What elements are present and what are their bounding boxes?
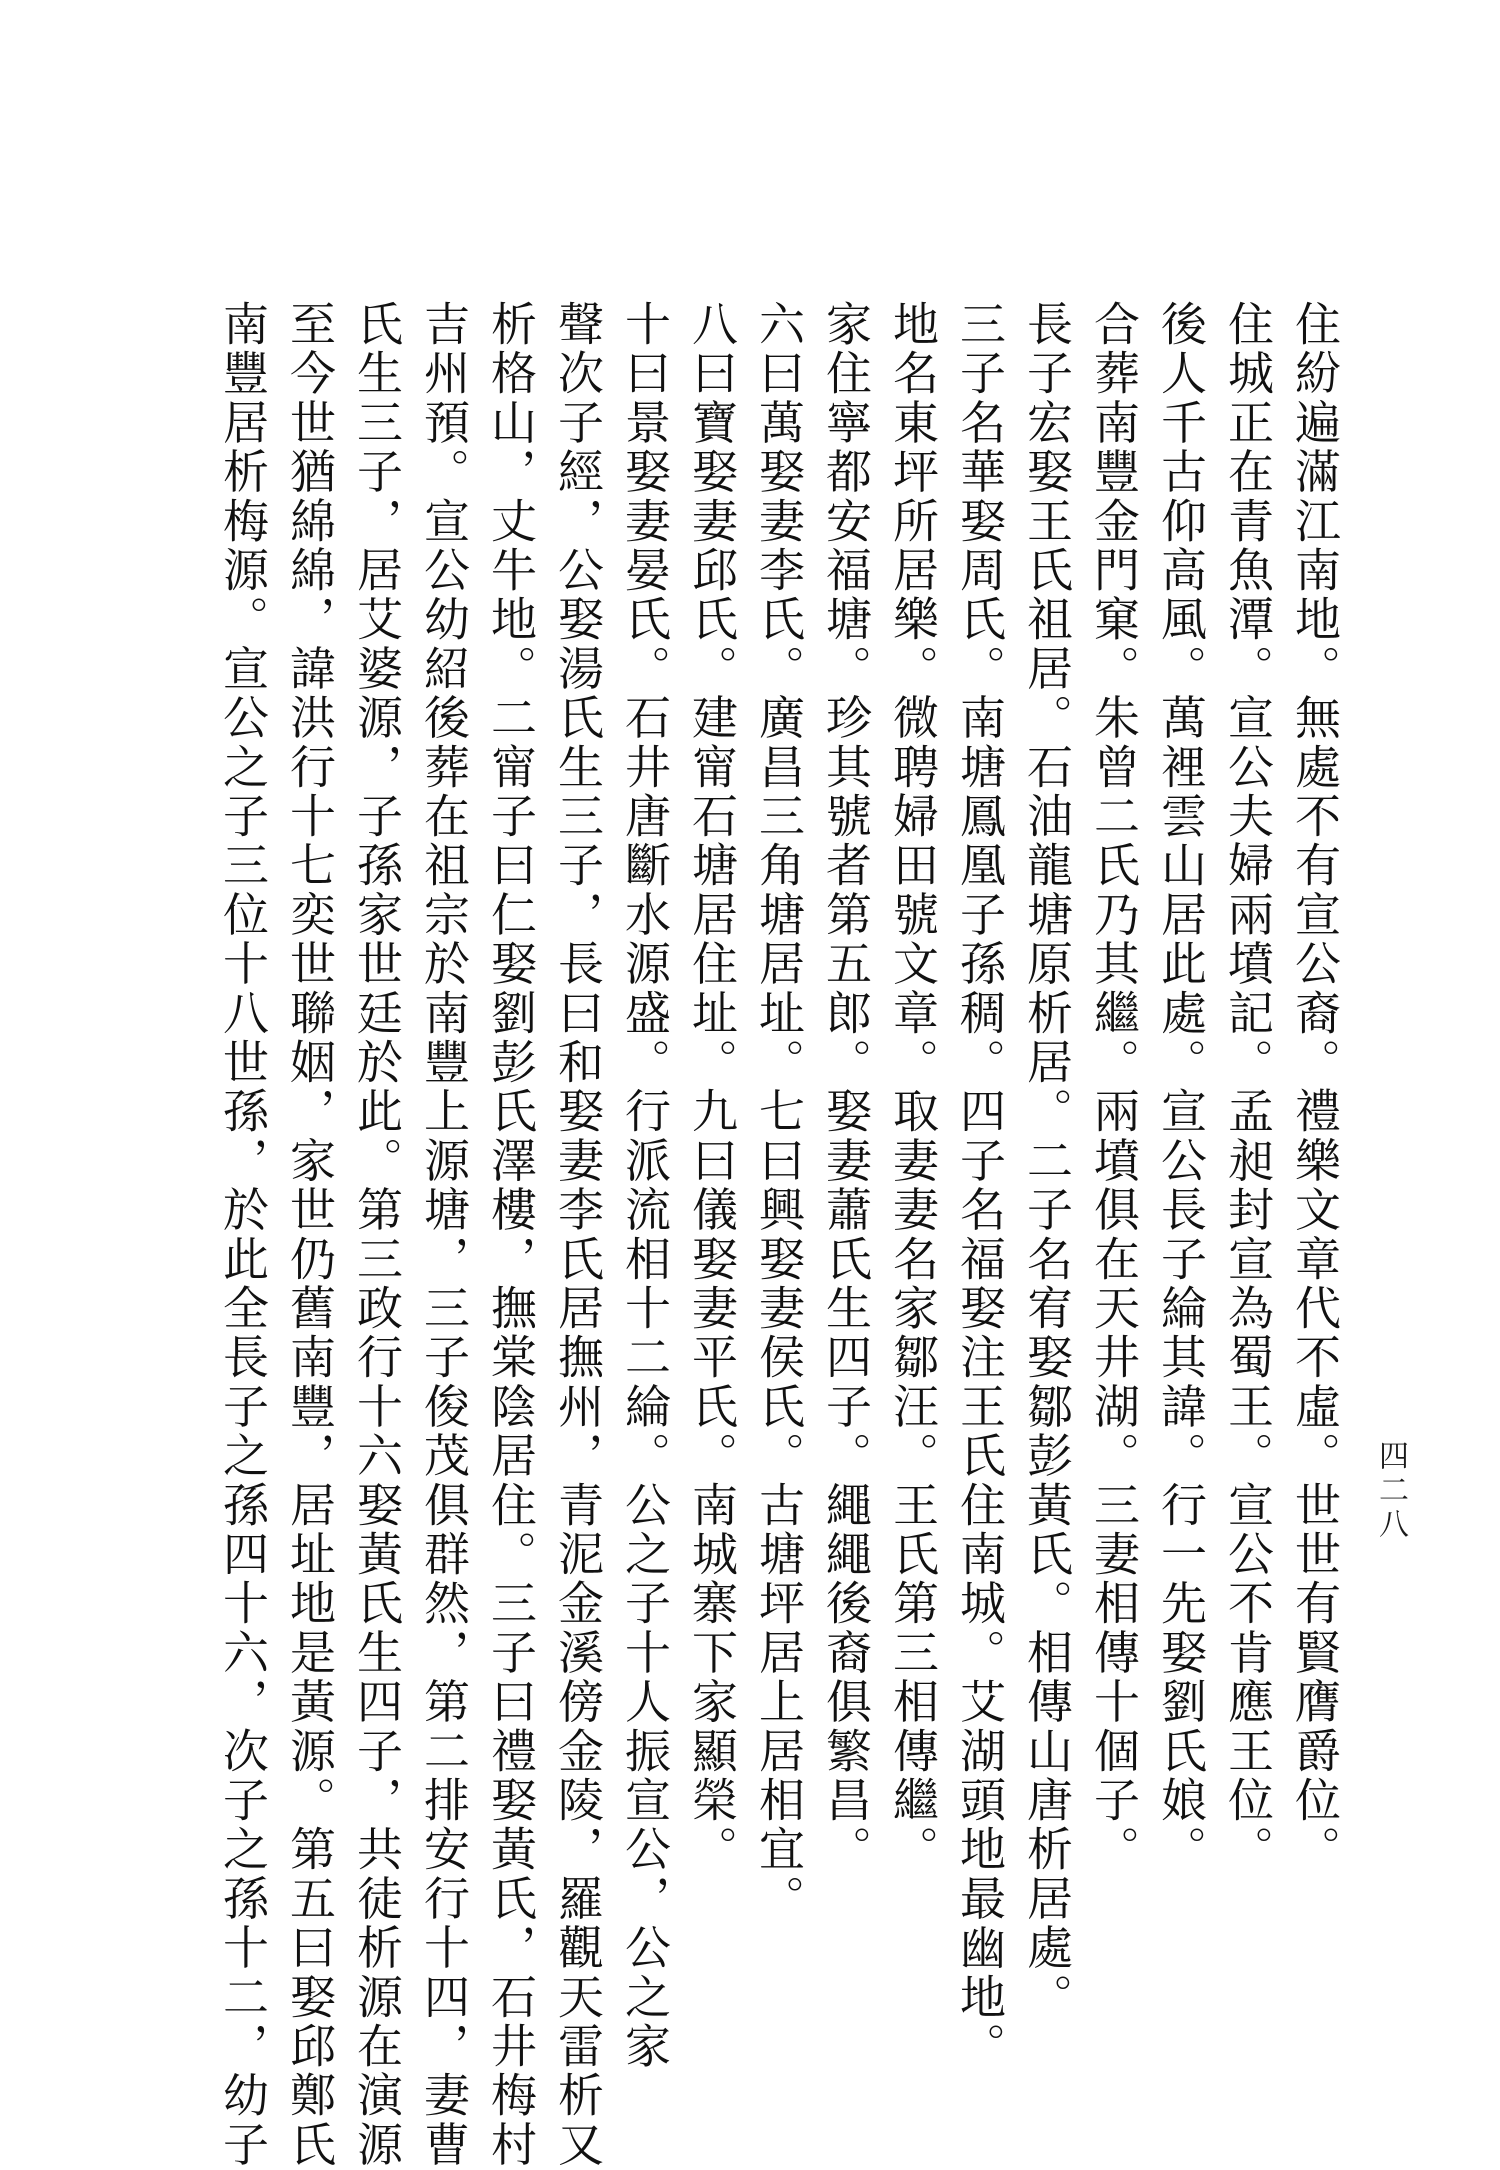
text-column: 吉州預。宣公幼紹後葬在祖宗於南豐上源塘，三子俊茂俱群然，第二排安行十四，妻曹 bbox=[417, 300, 471, 2170]
text-column: 住紛遍滿江南地。無處不有宣公裔。禮樂文章代不虛。世世有賢膺爵位。 bbox=[1288, 300, 1342, 1875]
text-column: 合葬南豐金門窠。朱曾二氏乃其繼。兩墳俱在天井湖。三妻相傳十個子。 bbox=[1087, 300, 1141, 1875]
text-column: 三子名華娶周氏。南塘鳳凰子孫稠。四子名福娶注王氏住南城。艾湖頭地最幽地。 bbox=[953, 300, 1007, 2072]
text-column: 至今世猶綿綿，諱洪行十七奕世聯姻，家世仍舊南豐，居址地是黃源。第五曰娶邱鄭氏 bbox=[283, 300, 337, 2170]
text-column: 家住寧都安福塘。珍其號者第五郎。娶妻蕭氏生四子。繩繩後裔俱繁昌。 bbox=[819, 300, 873, 1875]
text-column: 析格山，丈牛地。二甯子曰仁娶劉彭氏澤樓，撫棠陰居住。三子曰禮娶黃氏，石井梅村 bbox=[484, 300, 538, 2170]
page-number: 四二八 bbox=[1373, 1440, 1408, 1542]
text-column: 南豐居析梅源。宣公之子三位十八世孫，於此全長子之孫四十六，次子之孫十二，幼子 bbox=[216, 300, 270, 2170]
vertical-text-body bbox=[209, 300, 1348, 2170]
text-column: 聲次子經，公娶湯氏生三子，長曰和娶妻李氏居撫州，青泥金溪傍金陵，羅觀天雷析又 bbox=[551, 300, 605, 2170]
text-column: 後人千古仰高風。萬裡雲山居此處。宣公長子綸其諱。行一先娶劉氏娘。 bbox=[1154, 300, 1208, 1875]
text-column: 長子宏娶王氏祖居。石油龍塘原析居。二子名宥娶鄒彭黃氏。相傳山唐析居處。 bbox=[1020, 300, 1074, 2022]
text-column: 十曰景娶妻晏氏。石井唐斷水源盛。行派流相十二綸。公之子十人振宣公，公之家 bbox=[618, 300, 672, 2072]
text-column: 六曰萬娶妻李氏。廣昌三角塘居址。七曰興娶妻侯氏。古塘坪居上居相宜。 bbox=[752, 300, 806, 1924]
text-column: 氏生三子，居艾婆源，子孫家世廷於此。第三政行十六娶黃氏生四子，共徒析源在演源 bbox=[350, 300, 404, 2170]
text-column: 八曰寶娶妻邱氏。建甯石塘居住址。九曰儀娶妻平氏。南城寨下家顯榮。 bbox=[685, 300, 739, 1875]
text-column: 住城正在青魚潭。宣公夫婦兩墳記。孟昶封宣為蜀王。宣公不肯應王位。 bbox=[1221, 300, 1275, 1875]
text-column: 地名東坪所居樂。微聘婦田號文章。取妻妻名家鄒汪。王氏第三相傳繼。 bbox=[886, 300, 940, 1875]
